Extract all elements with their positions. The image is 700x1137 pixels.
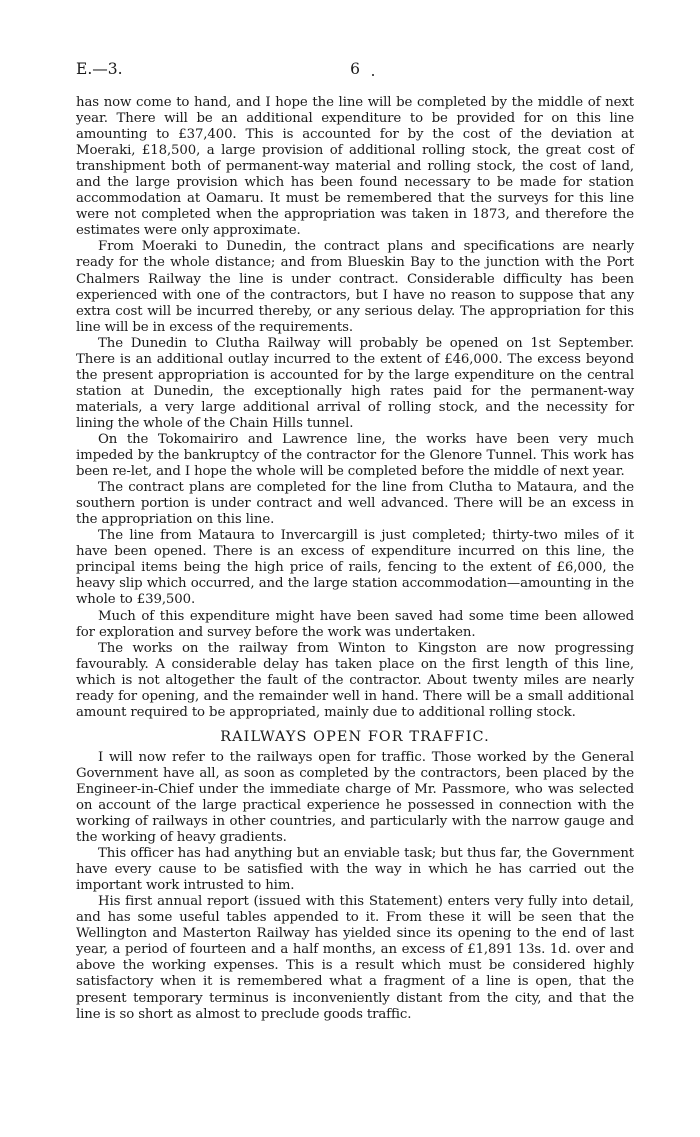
printer-dot: [372, 74, 374, 76]
paragraph: The Dunedin to Clutha Railway will probably be opened on 1st September. There is an additional outlay incurred to the extent of £46,000. The excess beyond the present appropriation is accounted for by the large expenditure on the central station at Dunedin, the exceptionally high rates paid for the permanent-way materials, a very large additional arrival of rolling stock, and the necessity for lining the whole of the Chain Hills tunnel.: [76, 335, 634, 431]
section-heading: RAILWAYS OPEN FOR TRAFFIC.: [220, 728, 490, 745]
page-number: 6: [350, 60, 360, 78]
paragraph: His first annual report (issued with this Statement) enters very fully into detail, and has some useful tables appended to it. From these it will be seen that the Wellington and Masterton Railway has yielded since its opening to the end of last year, a period of fourteen and a half months, an excess of £1,891 13s. 1d. over and above the working expenses. This is a result which must be considered highly satisfactory when it is remembered what a fragment of a line is open, that the present temporary terminus is inconveniently distant from the city, and that the line is so short as almost to preclude goods traffic.: [76, 894, 634, 1022]
paragraph: I will now refer to the railways open for traffic. Those worked by the General Government have all, as soon as completed by the contractors, been placed by the Engineer-in-Chief under the immediate charge of Mr. Passmore, who was selected on account of the large practical experience he possessed in connection with the working of railways in other countries, and particularly with the narrow gauge and the working of heavy gradients.: [76, 749, 634, 846]
paragraph: On the Tokomairiro and Lawrence line, the works have been very much impeded by the bankruptcy of the contractor for the Glenore Tunnel. This work has been re-let, and I hope the whole will be completed before the middle of next year.: [76, 431, 634, 480]
paragraph: The line from Mataura to Invercargill is just completed; thirty-two miles of it have been opened. There is an excess of expenditure incurred on this line, the principal items being the high price of rails, fencing to the extent of £6,000, the heavy slip which occurred, and the large station accommodation—amounting in the whole to £39,500.: [76, 528, 634, 608]
page-body: [76, 95, 634, 1023]
page-header: [76, 60, 634, 80]
paragraph: has now come to hand, and I hope the line will be completed by the middle of next year. There will be an additional expenditure to be provided for on this line amounting to £37,400. This is accounted for by the cost of the deviation at Moeraki, £18,500, a large provision of additional rolling stock, the great cost of transhipment both of permanent-way material and rolling stock, the cost of land, and the large provision which has been found necessary to be made for station accommodation at Oamaru. It must be remembered that the surveys for this line were not completed when the appropriation was taken in 1873, and therefore the estimates were only approximate.: [76, 95, 634, 239]
paragraph: The contract plans are completed for the line from Clutha to Mataura, and the southern portion is under contract and well advanced. There will be an excess in the appropriation on this line.: [76, 480, 634, 528]
paragraph: Much of this expenditure might have been saved had some time been allowed for exploration and survey before the work was undertaken.: [76, 608, 634, 640]
paragraph: This officer has had anything but an enviable task; but thus far, the Government have every cause to be satisfied with the way in which he has carried out the important work intrusted to him.: [76, 846, 634, 894]
paragraph: From Moeraki to Dunedin, the contract plans and specifications are nearly ready for the whole distance; and from Blueskin Bay to the junction with the Port Chalmers Railway the line is under contract. Considerable difficulty has been experienced with one of the contractors, but I have no reason to suppose that any extra cost will be incurred thereby, or any serious delay. The appropriation for this line will be in excess of the requirements.: [76, 239, 634, 335]
paragraph: The works on the railway from Winton to Kingston are now progressing favourably. A considerable delay has taken place on the first length of this line, which is not altogether the fault of the contractor. About twenty miles are nearly ready for opening, and the remainder well in hand. There will be a small additional amount required to be appropriated, mainly due to additional rolling stock.: [76, 640, 634, 720]
document-reference: E.—3.: [76, 60, 123, 78]
